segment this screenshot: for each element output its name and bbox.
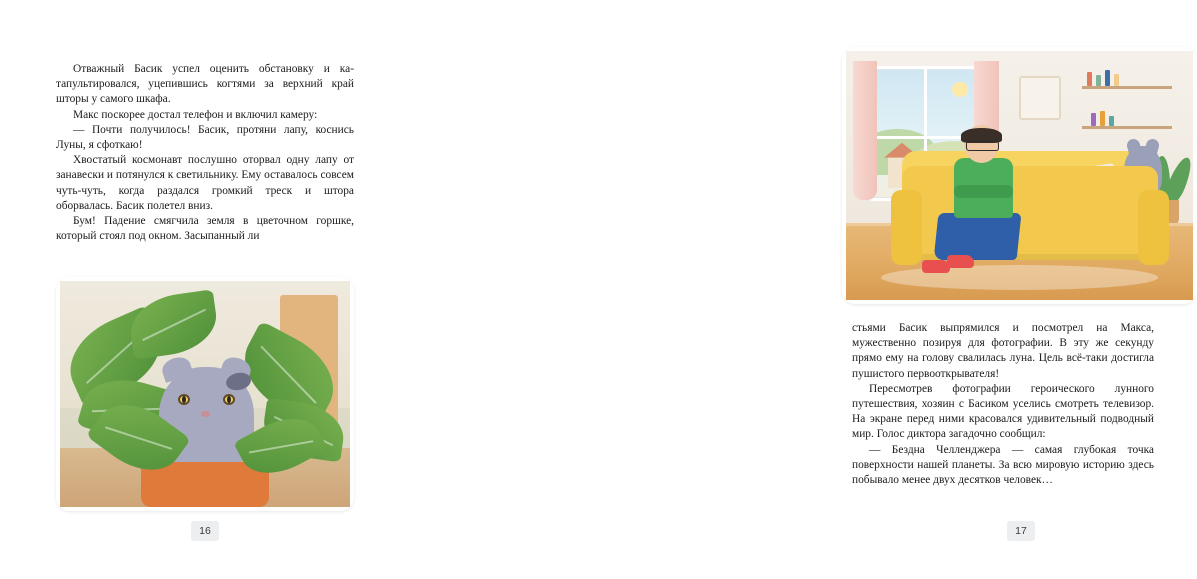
book-icon (1100, 111, 1105, 126)
cat-eye-left-icon (178, 394, 190, 405)
glasses-icon (966, 141, 999, 150)
right-page-body-text (852, 321, 1154, 488)
boy-shoe (947, 255, 975, 267)
paragraph: Макс поскорее достал телефон и включил камеру: (73, 108, 318, 121)
boy-legs (934, 213, 1022, 260)
couch-arm-right (1138, 190, 1169, 265)
cat-in-flowerpot-photo (56, 277, 354, 511)
boy-on-couch-photo-inner (846, 51, 1193, 300)
left-page-body-text (56, 62, 354, 244)
book-icon (1105, 70, 1110, 86)
boy-shoe (922, 260, 950, 272)
book-icon (1109, 116, 1114, 126)
wall-shelf-upper (1082, 86, 1172, 89)
paragraph: Пересмотрев фотографии героического лунного путешествия, хозяин с Басиком уселись смотреть телевизор. На экране перед ними красовался удивительный подводный мир. Голос диктора загадочно сообщил: (852, 382, 1154, 441)
paragraph: — Почти получилось! Басик, протяни лапу, коснись Луны, я сфоткаю! (56, 123, 354, 152)
paragraph: — Бездна Челленджера — самая глубокая точка поверхности нашей планеты. За всю мировую историю здесь побывало менее двух десятков человек… (852, 443, 1154, 487)
boy-arms-crossed (954, 185, 1013, 197)
wall-shelf-lower (1082, 126, 1172, 129)
book-icon (1091, 113, 1096, 126)
page-number-right: 17 (1007, 521, 1035, 541)
paragraph: Бум! Падение смягчила земля в цветочном горшке, который стоял под окном. Засыпанный ли (56, 215, 354, 243)
sun-icon (952, 82, 968, 98)
paragraph: стьями Басик выпрямился и посмотрел на Макса, мужественно позируя для фотографии. В эту же секунду прямо ему на голову свалилась луна. Цель всё-таки достигла пушистого первооткрывателя! (852, 322, 1154, 380)
book-icon (1114, 74, 1119, 86)
left-page (0, 0, 410, 579)
cat-nose-icon (201, 411, 211, 417)
book-icon (1087, 72, 1092, 86)
paragraph: Хвостатый космонавт послушно оторвал одну лапу от занавески и потянулся к светильнику. Ему оставалось совсем чуть-чуть, когда раздался громкий треск и штора оборвалась. Басик полетел вниз. (56, 154, 354, 212)
boy-on-couch-photo (842, 47, 1197, 304)
wall-picture-frame (1019, 76, 1061, 120)
couch-arm-left (891, 190, 922, 265)
cat-eye-right-icon (223, 394, 235, 405)
curtain-left (853, 61, 877, 200)
paragraph: Отважный Басик успел оценить обстановку и катапультировался, уцепившись когтями за верхний край шторы у самого шкафа. (56, 63, 354, 106)
book-icon (1096, 75, 1101, 86)
page-number-left: 16 (191, 521, 219, 541)
right-page (410, 0, 1154, 579)
cat-in-flowerpot-photo-inner (60, 281, 350, 507)
